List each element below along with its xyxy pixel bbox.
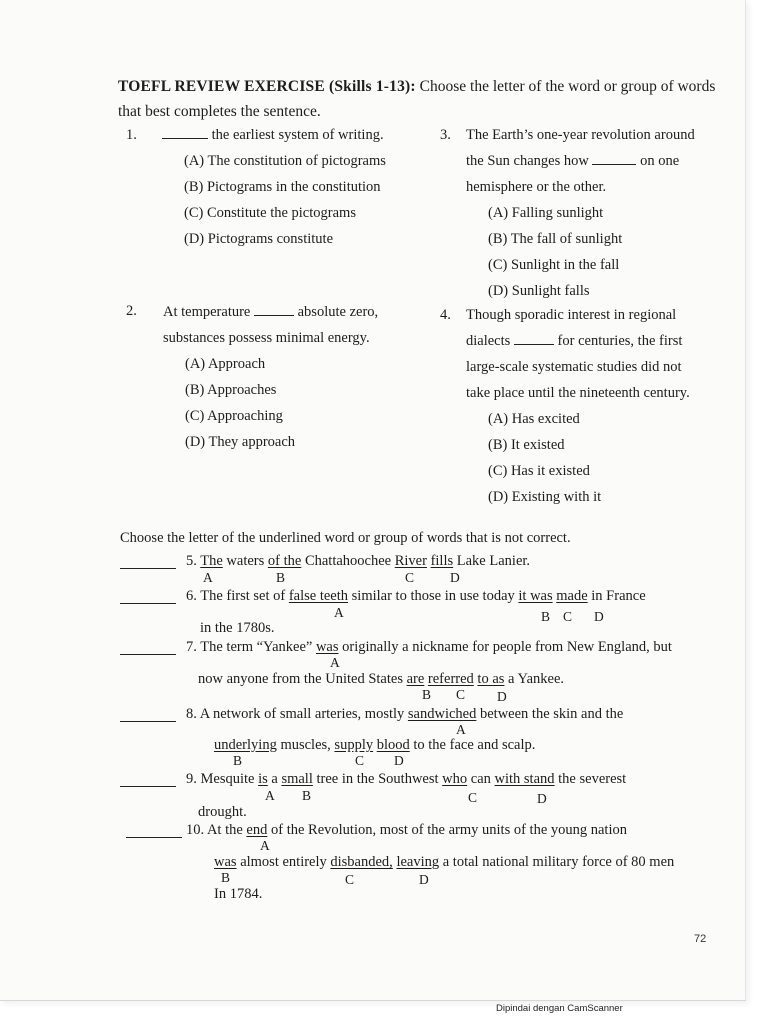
q5-letter-d: D: [450, 570, 460, 585]
q9-answer-blank: [120, 786, 176, 787]
q1-option-b: (B) Pictograms in the constitution: [184, 179, 381, 195]
q4-option-a: (A) Has excited: [488, 411, 580, 427]
q4-line2b: for centuries, the first: [553, 333, 683, 349]
q7-underlined-a: was: [315, 639, 339, 655]
q9-underlined-b: small: [281, 771, 313, 787]
q4-blank: [514, 330, 554, 345]
q5-letter-b: B: [276, 570, 286, 585]
q8-number: 8.: [186, 706, 197, 722]
q7-number: 7.: [186, 639, 197, 655]
q1-option-a: (A) The constitution of pictograms: [184, 153, 386, 169]
q9-letter-a: A: [265, 788, 275, 803]
q4-line3: large-scale systematic studies did not: [466, 359, 682, 375]
q9-text: the severest: [554, 771, 627, 787]
q4-line4: take place until the nineteenth century.: [466, 385, 690, 401]
q6-letter-c: C: [563, 609, 573, 624]
q7-text: a Yankee.: [504, 671, 565, 687]
q7-sentence: [186, 639, 672, 656]
q4-option-d: (D) Existing with it: [488, 489, 602, 505]
exercise-instruction: Choose the letter of the word or group of words: [415, 78, 716, 95]
q7-text: originally a nickname for people from New England, but: [338, 639, 672, 655]
q6-line2: in the 1780s.: [200, 620, 275, 636]
q5-underlined-c: River: [394, 553, 427, 569]
q6-underlined-bc: it was: [518, 588, 553, 604]
q9-line2: drought.: [198, 804, 247, 820]
q10-answer-blank: [126, 837, 182, 838]
q5-text: waters: [222, 553, 268, 569]
q8-text: muscles,: [276, 737, 335, 753]
q8-letter-d: D: [394, 753, 404, 768]
q8: [0, 706, 745, 766]
q6-underlined-d: made: [556, 588, 588, 604]
q10-line2: [214, 854, 674, 871]
q7-line2: [198, 671, 564, 688]
q7: [0, 639, 745, 704]
q9-number: 9.: [186, 771, 197, 787]
q4: [466, 302, 690, 510]
q4-option-c: (C) Has it existed: [488, 463, 590, 479]
q10-number: 10.: [186, 822, 205, 838]
q10: [0, 822, 745, 912]
q5-letter-c: C: [405, 570, 415, 585]
q7-letter-a: A: [330, 655, 340, 670]
q6-underlined-a: false teeth: [288, 588, 349, 604]
q1-option-c: (C) Constitute the pictograms: [184, 205, 356, 221]
q10-line3: In 1784.: [214, 886, 263, 902]
q7-text: The term “Yankee”: [200, 639, 316, 655]
q2-option-d: (D) They approach: [185, 434, 296, 450]
q9-underlined-a: is: [258, 771, 268, 787]
scanner-watermark: Dipindai dengan CamScanner: [496, 1003, 623, 1014]
q3-option-b: (B) The fall of sunlight: [488, 231, 623, 247]
q1-option-d: (D) Pictograms constitute: [184, 231, 334, 247]
q5-text: Chattahoochee: [301, 553, 395, 569]
q9-text: can: [467, 771, 495, 787]
q8-underlined-b: underlying: [214, 737, 277, 753]
q5-underlined-a: The: [200, 553, 223, 569]
q2-stem-line2: substances possess minimal energy.: [163, 330, 370, 346]
q7-answer-blank: [120, 654, 176, 655]
q2-number: 2.: [126, 303, 137, 319]
q8-text: to the face and scalp.: [409, 737, 536, 753]
q6-number: 6.: [186, 588, 197, 604]
q3-line2b: on one: [636, 153, 680, 169]
q1-number: 1.: [126, 127, 137, 143]
q3: [466, 122, 695, 304]
q10-underlined-d: leaving: [396, 854, 440, 870]
q10-letter-c: C: [345, 872, 355, 887]
q5-sentence: [186, 553, 530, 570]
q4-option-b: (B) It existed: [488, 437, 565, 453]
q7-letter-b: B: [422, 687, 432, 702]
q5-underlined-d: fills: [430, 553, 454, 569]
q5-number: 5.: [186, 553, 197, 569]
q10-letter-b: B: [221, 870, 231, 885]
q4-number: 4.: [440, 307, 451, 323]
q8-sentence: [186, 706, 623, 723]
q3-line2a: the Sun changes how: [466, 153, 593, 169]
q7-letter-d: D: [497, 689, 507, 704]
q2-option-a: (A) Approach: [185, 356, 266, 372]
q8-underlined-a: sandwiched: [407, 706, 477, 722]
q5-letter-a: A: [203, 570, 213, 585]
q10-text: a total national military force of 80 men: [439, 854, 675, 870]
q2-blank: [254, 301, 294, 316]
q9-letter-b: B: [302, 788, 312, 803]
q7-underlined-b: are: [406, 671, 425, 687]
q10-underlined-c: disbanded,: [330, 854, 393, 870]
page-number: 72: [694, 933, 707, 945]
q9-text: a: [267, 771, 282, 787]
q8-line2: [214, 737, 535, 754]
q8-text: A network of small arteries, mostly: [199, 706, 408, 722]
q6-letter-d: D: [594, 609, 604, 624]
q7-underlined-d: to as: [477, 671, 505, 687]
q5-answer-blank: [120, 568, 176, 569]
q2: [163, 299, 378, 455]
exercise-instruction-line2: that best completes the sentence.: [118, 103, 321, 120]
q10-underlined-b: was: [214, 854, 237, 870]
q10-text: almost entirely: [236, 854, 331, 870]
q9-letter-d: D: [537, 791, 547, 806]
q10-underlined-a: end: [246, 822, 268, 838]
q10-letter-d: D: [419, 872, 429, 887]
q8-text: between the skin and the: [476, 706, 624, 722]
q3-option-a: (A) Falling sunlight: [488, 205, 604, 221]
q3-line3: hemisphere or the other.: [466, 179, 607, 195]
q6-letter-b: B: [541, 609, 551, 624]
q9-text: Mesquite: [200, 771, 259, 787]
q10-text: of the Revolution, most of the army units of the young nation: [267, 822, 627, 838]
q5-underlined-b: of the: [267, 553, 302, 569]
q9-letter-c: C: [468, 790, 478, 805]
q7-underlined-c: referred: [427, 671, 474, 687]
q8-letter-c: C: [355, 753, 365, 768]
q3-blank: [592, 150, 636, 165]
q2-stem-a: At temperature: [163, 304, 254, 320]
error-identification-instruction: Choose the letter of the underlined word or group of words that is not correct.: [120, 530, 571, 546]
q6-text: The first set of: [200, 588, 289, 604]
q7-letter-c: C: [456, 687, 466, 702]
q3-number: 3.: [440, 127, 451, 143]
q8-underlined-d: blood: [376, 737, 410, 753]
q10-text: At the: [206, 822, 247, 838]
q6-text: similar to those in use today: [348, 588, 519, 604]
q8-letter-b: B: [233, 753, 243, 768]
q9-underlined-c: who: [442, 771, 468, 787]
q8-answer-blank: [120, 721, 176, 722]
q2-option-c: (C) Approaching: [185, 408, 283, 424]
q4-line2a: dialects: [466, 333, 514, 349]
q6-letter-a: A: [334, 605, 344, 620]
q7-text: now anyone from the United States: [198, 671, 407, 687]
q9-underlined-d: with stand: [494, 771, 555, 787]
q2-option-b: (B) Approaches: [185, 382, 277, 398]
q6-sentence: [186, 588, 646, 605]
q6-answer-blank: [120, 603, 176, 604]
q9-sentence: [186, 771, 626, 788]
q8-letter-a: A: [456, 722, 466, 737]
q6-text: in France: [587, 588, 646, 604]
q8-underlined-c: supply: [334, 737, 374, 753]
q10-sentence: [186, 822, 627, 839]
q1: [162, 122, 386, 252]
q3-option-c: (C) Sunlight in the fall: [488, 257, 620, 273]
q3-option-d: (D) Sunlight falls: [488, 283, 590, 299]
q2-stem-b: absolute zero,: [294, 304, 379, 320]
q3-line1: The Earth’s one-year revolution around: [466, 127, 695, 143]
q1-stem: the earliest system of writing.: [208, 127, 384, 143]
q10-letter-a: A: [260, 838, 270, 853]
q1-blank: [162, 124, 208, 139]
q9-text: tree in the Southwest: [312, 771, 443, 787]
q4-line1: Though sporadic interest in regional: [466, 307, 677, 323]
exercise-header: [118, 74, 718, 124]
exercise-title: TOEFL REVIEW EXERCISE (Skills 1-13):: [118, 78, 416, 95]
q5-text: Lake Lanier.: [453, 553, 531, 569]
